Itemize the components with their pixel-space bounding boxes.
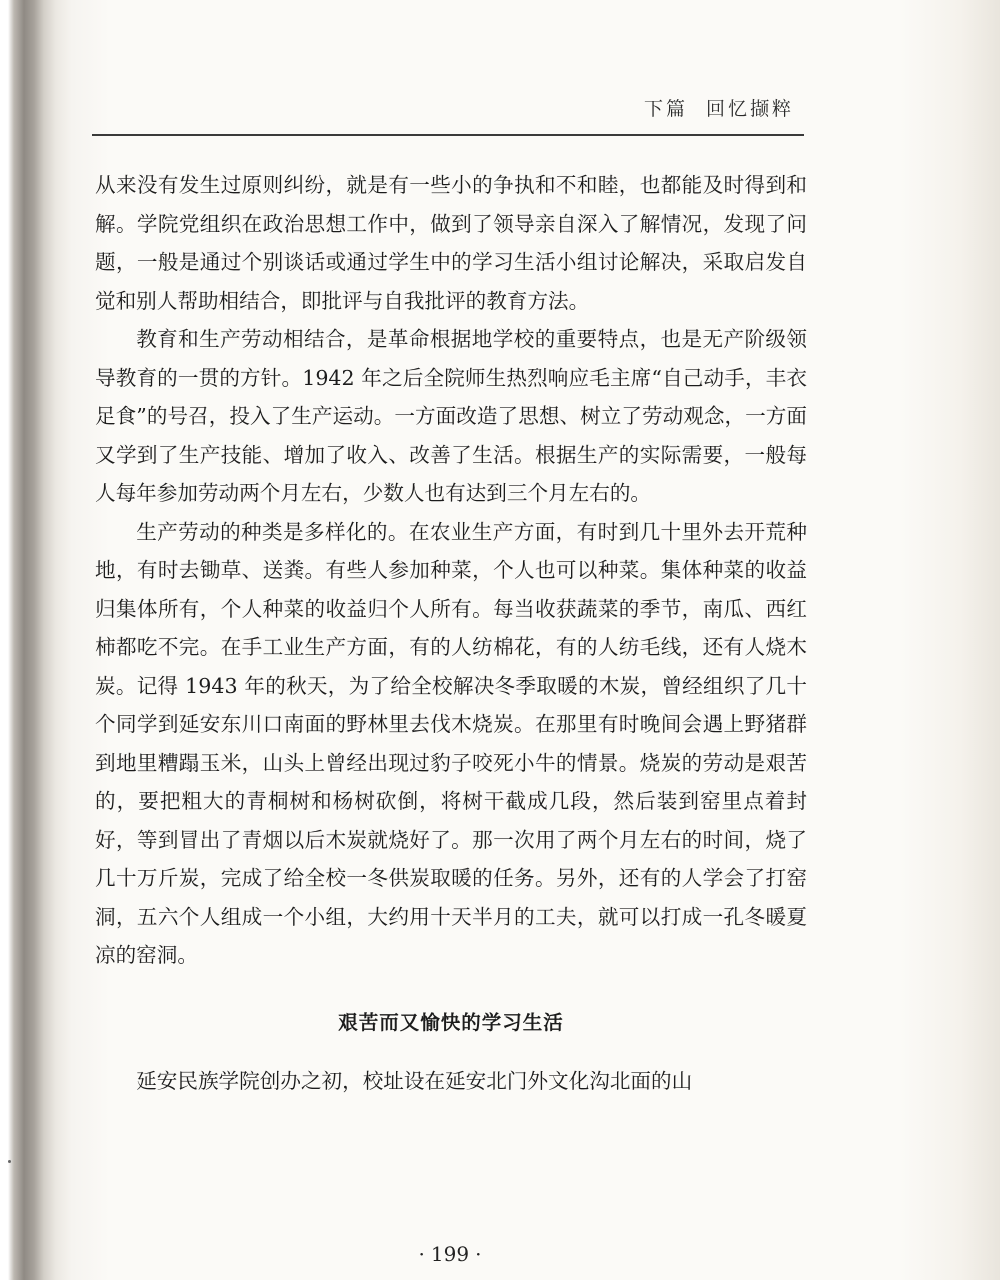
paragraph-2: 教育和生产劳动相结合，是革命根据地学校的重要特点，也是无产阶级领导教育的一贯的方针。1942 年之后全院师生热烈响应毛主席“自己动手，丰衣足食”的号召，投入了生产运动。一方面改造了思想、树立了劳动观念，一方面又学到了生产技能、增加了收入、改善了生活。根据生产的实际需要，一般每人每年参加劳动两个月左右，少数人也有达到三个月左右的。 — [95, 327, 807, 505]
paragraph-1: 从来没有发生过原则纠纷，就是有一些小的争执和不和睦，也都能及时得到和解。学院党组织在政治思想工作中，做到了领导亲自深入了解情况，发现了问题，一般是通过个别谈话或通过学生中的学习生活小组讨论解决，采取启发自觉和别人帮助相结合，即批评与自我批评的教育方法。 — [95, 173, 807, 313]
page-number — [0, 1242, 900, 1266]
scan-speck — [8, 1160, 11, 1163]
header-rule — [92, 134, 804, 136]
body-text — [95, 166, 807, 1100]
running-head-part: 下篇 — [643, 98, 688, 120]
page-number-dot-left: · — [418, 1242, 425, 1266]
paragraph-3: 生产劳动的种类是多样化的。在农业生产方面，有时到几十里外去开荒种地，有时去锄草、送粪。有些人参加种菜，个人也可以种菜。集体种菜的收益归集体所有，个人种菜的收益归个人所有。每当收获蔬菜的季节，南瓜、西红柿都吃不完。在手工业生产方面，有的人纺棉花，有的人纺毛线，还有人烧木炭。记得 1943 年的秋天，为了给全校解决冬季取暖的木炭，曾经组织了几十个同学到延安东川口南面的野林里去伐木烧炭。在那里有时晚间会遇上野猪群到地里糟蹋玉米，山头上曾经出现过豹子咬死小牛的情景。烧炭的劳动是艰苦的，要把粗大的青桐树和杨树砍倒，将树干截成几段，然后装到窑里点着封好，等到冒出了青烟以后木炭就烧好了。那一次用了两个月左右的时间，烧了几十万斤炭，完成了给全校一冬供炭取暖的任务。另外，还有的人学会了打窑洞，五六个人组成一个小组，大约用十天半月的工夫，就可以打成一孔冬暖夏凉的窑洞。 — [95, 519, 807, 967]
page-number-value: 199 — [430, 1242, 470, 1266]
section-heading: 艰苦而又愉快的学习生活 — [338, 1010, 564, 1034]
page-number-dot-right: · — [475, 1242, 482, 1266]
running-head — [644, 94, 794, 121]
running-head-title: 回忆撷粹 — [705, 98, 794, 120]
paragraph-4: 延安民族学院创办之初，校址设在延安北门外文化沟北面的山 — [136, 1068, 693, 1093]
